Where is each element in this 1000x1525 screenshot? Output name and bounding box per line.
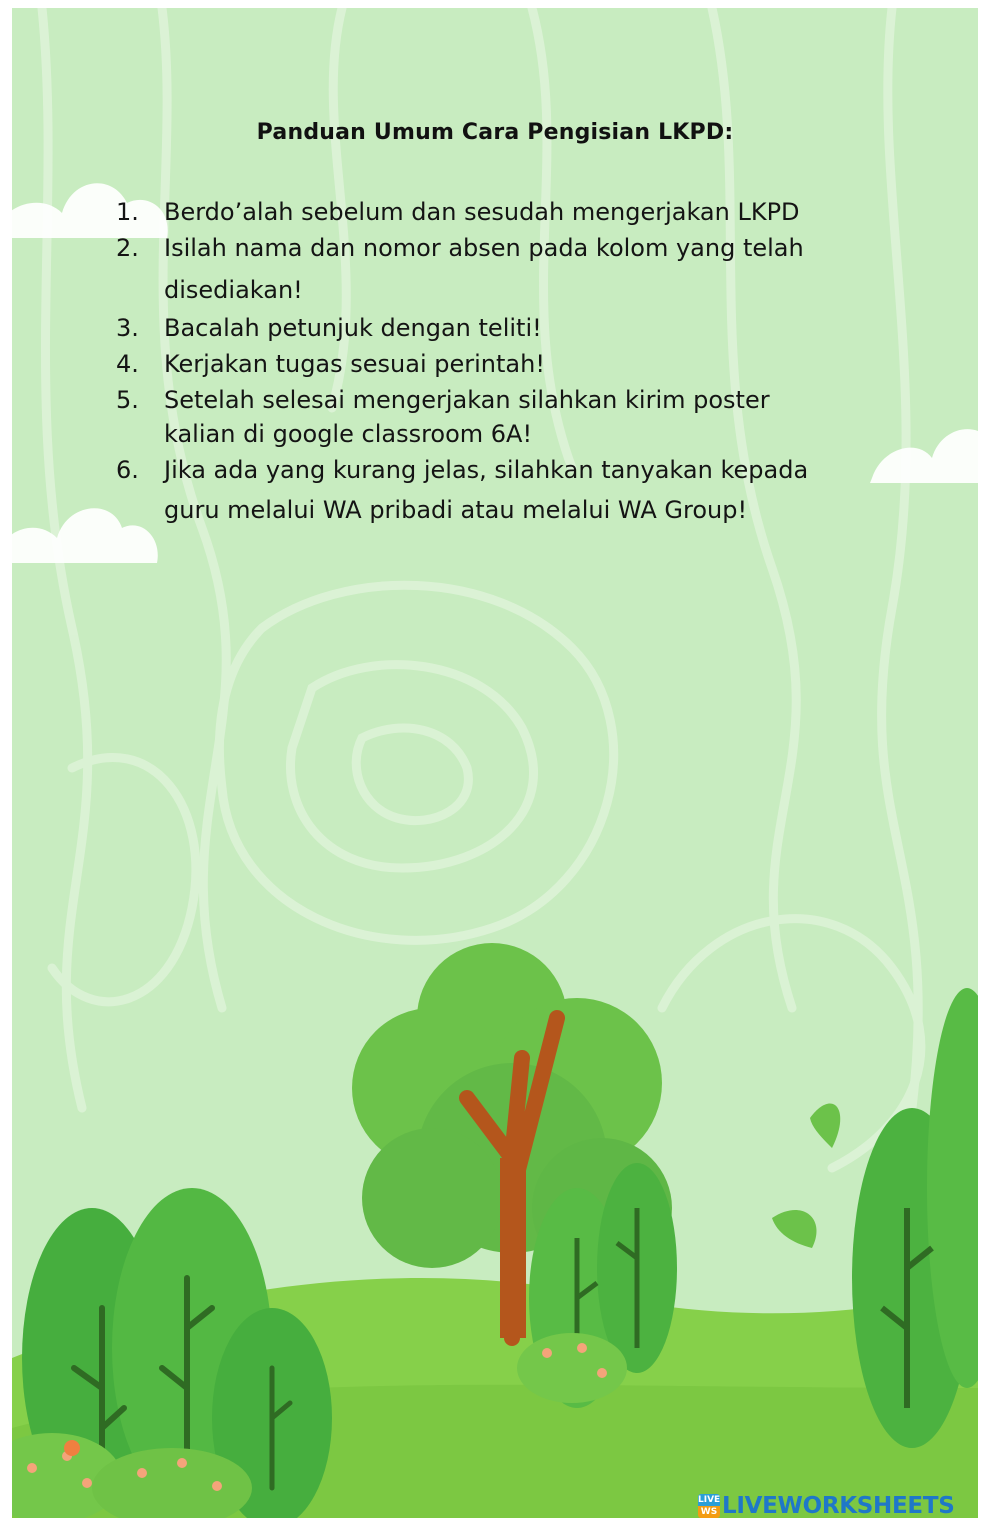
page-title: Panduan Umum Cara Pengisian LKPD: — [256, 120, 734, 145]
logo-text: LIVEWORKSHEETS — [722, 1493, 955, 1519]
item-text: guru melalui WA pribadi atau melalui WA Group! — [164, 496, 748, 524]
item-text: Kerjakan tugas sesuai perintah! — [164, 350, 545, 378]
item-text: kalian di google classroom 6A! — [164, 420, 533, 448]
list-item — [110, 314, 910, 342]
logo-badge-top: LIVE — [698, 1495, 721, 1505]
logo-badge-bottom: WS — [700, 1507, 718, 1517]
list-item — [110, 456, 910, 524]
item-text: disediakan! — [164, 276, 303, 304]
list-item — [110, 234, 910, 304]
item-number: 4. — [116, 350, 139, 378]
list-item — [110, 198, 910, 226]
item-number: 1. — [116, 198, 139, 226]
item-text: Bacalah petunjuk dengan teliti! — [164, 314, 542, 342]
instruction-list — [110, 198, 910, 524]
item-text: Isilah nama dan nomor absen pada kolom yang telah — [164, 234, 804, 262]
item-number: 2. — [116, 234, 139, 262]
item-number: 5. — [116, 386, 139, 414]
list-item — [110, 350, 910, 378]
list-item — [110, 386, 910, 448]
item-text: Berdo’alah sebelum dan sesudah mengerjakan LKPD — [164, 198, 800, 226]
item-number: 3. — [116, 314, 139, 342]
item-number: 6. — [116, 456, 139, 484]
logo-badge-icon — [698, 1494, 720, 1518]
liveworksheets-logo[interactable] — [698, 1492, 954, 1520]
item-text: Setelah selesai mengerjakan silahkan kirim poster — [164, 386, 770, 414]
worksheet — [12, 8, 978, 1518]
item-text: Jika ada yang kurang jelas, silahkan tanyakan kepada — [164, 456, 809, 484]
